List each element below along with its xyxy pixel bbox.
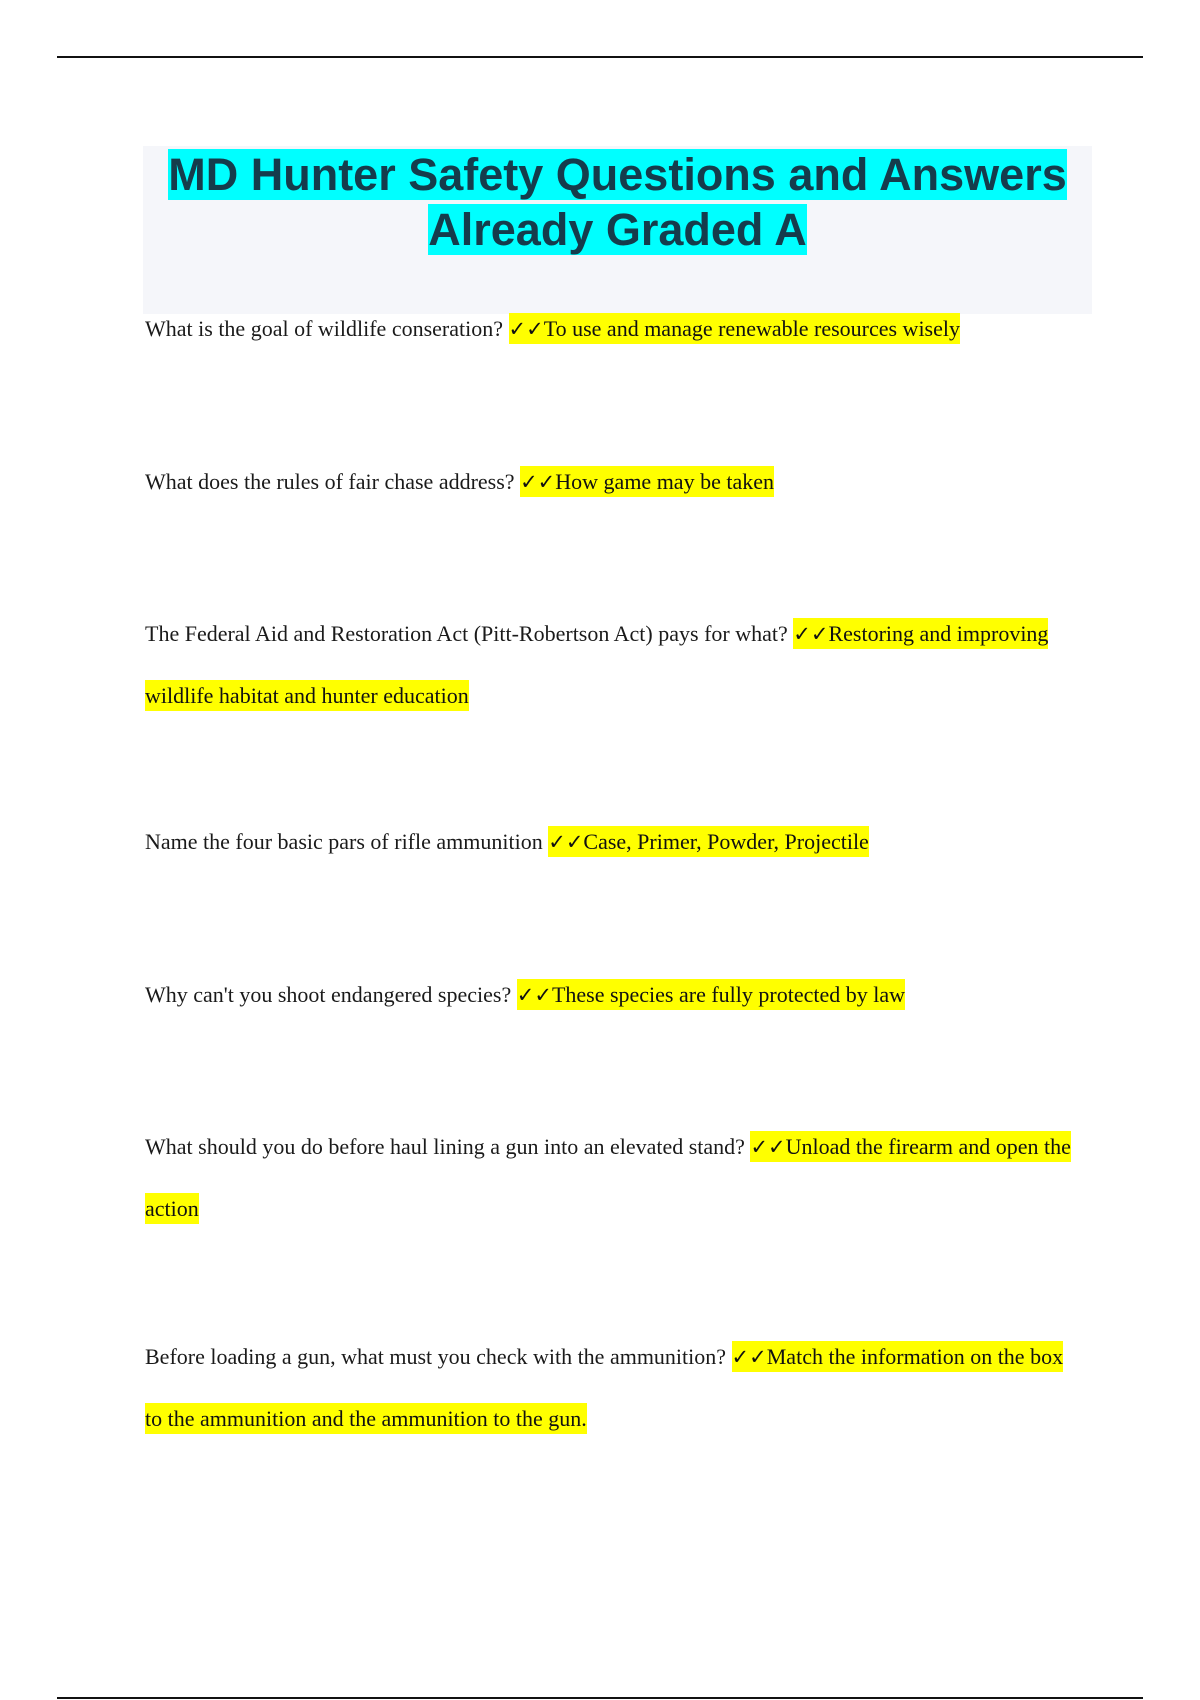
check-mark-icon: ✓✓ [520, 470, 556, 494]
answer-2 [520, 466, 774, 497]
check-mark-icon: ✓✓ [516, 983, 552, 1007]
qa-item-6 [145, 1116, 1085, 1239]
qa-item-7 [145, 1326, 1085, 1449]
title-box [143, 146, 1092, 314]
document-title-text: MD Hunter Safety Questions and Answers Already Graded A [168, 149, 1067, 255]
qa-item-1 [145, 298, 1085, 360]
check-mark-icon: ✓✓ [793, 622, 829, 646]
bottom-rule [57, 1697, 1143, 1699]
question-5: Why can't you shoot endangered species? [145, 982, 512, 1007]
check-mark-icon: ✓✓ [750, 1135, 786, 1159]
answer-4 [548, 826, 869, 857]
answer-4-text: Case, Primer, Powder, Projectile [583, 829, 869, 854]
question-2: What does the rules of fair chase address? [145, 469, 515, 494]
qa-item-5 [145, 964, 1085, 1026]
qa-item-3 [145, 603, 1085, 726]
answer-5 [517, 979, 905, 1010]
qa-item-2 [145, 451, 1085, 513]
question-1: What is the goal of wildlife conseration? [145, 316, 503, 341]
answer-5-text: These species are fully protected by law [551, 982, 906, 1007]
answer-1 [509, 313, 961, 344]
check-mark-icon: ✓✓ [508, 317, 544, 341]
check-mark-icon: ✓✓ [731, 1345, 767, 1369]
answer-3-text: Restoring and improving wildlife habitat and hunter education [145, 621, 1049, 708]
answer-1-text: To use and manage renewable resources wisely [543, 316, 960, 341]
qa-item-4 [145, 811, 1085, 873]
answer-6-text: Unload the firearm and open the action [145, 1134, 1071, 1221]
check-mark-icon: ✓✓ [548, 830, 584, 854]
question-6: What should you do before haul lining a gun into an elevated stand? [145, 1134, 745, 1159]
question-4: Name the four basic pars of rifle ammunition [145, 829, 543, 854]
top-rule [57, 56, 1143, 58]
question-7: Before loading a gun, what must you check with the ammunition? [145, 1344, 727, 1369]
document-title [143, 146, 1092, 257]
question-3: The Federal Aid and Restoration Act (Pitt-Robertson Act) pays for what? [145, 621, 788, 646]
answer-7-text: Match the information on the box to the ammunition and the ammunition to the gun. [145, 1344, 1064, 1431]
answer-2-text: How game may be taken [555, 469, 774, 494]
